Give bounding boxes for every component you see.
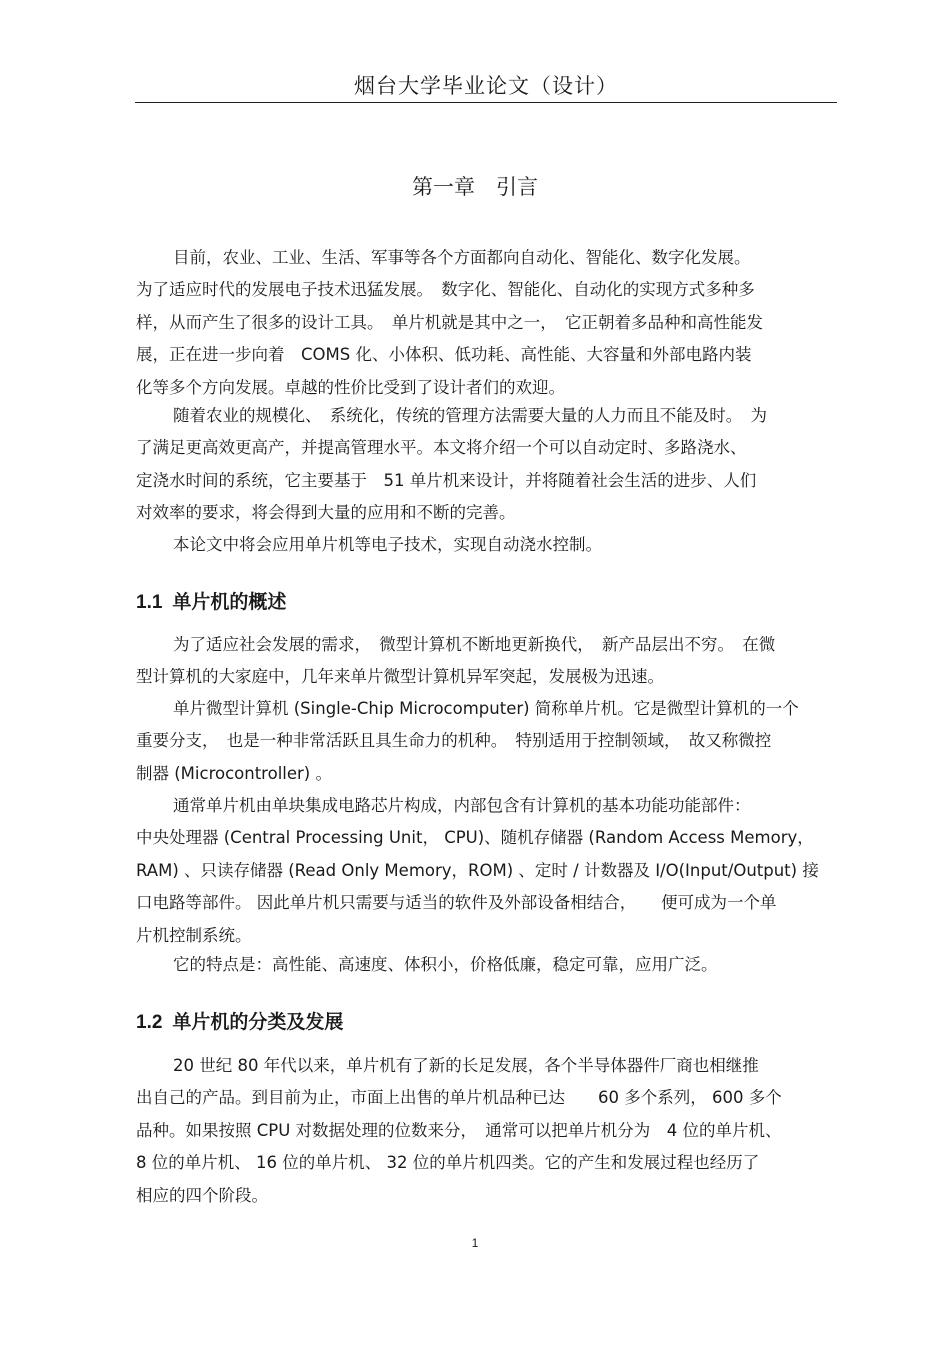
- text-line: 制器 (Microcontroller) 。: [136, 763, 332, 783]
- section-title: 单片机的概述: [172, 591, 287, 613]
- text-line: 中央处理器 (Central Processing Unit， CPU)、随机存储器 (Random Access Memory，: [136, 828, 814, 848]
- section1-paragraph-3: [136, 790, 836, 952]
- text-line: 出自己的产品。到目前为止，市面上出售的单片机品种已达 60 多个系列， 600 多个: [136, 1088, 782, 1108]
- text-line: 口电路等部件。 因此单片机只需要与适当的软件及外部设备相结合， 便可成为一个单: [136, 893, 777, 913]
- section-number: 1.2: [136, 1012, 163, 1033]
- chapter-title: 第一章 引言: [412, 175, 538, 199]
- text-line: 相应的四个阶段。: [136, 1185, 268, 1205]
- text-line: 目前，农业、工业、生活、军事等各个方面都向自动化、智能化、数字化发展。: [173, 248, 751, 267]
- section2-paragraph-1: [136, 1050, 836, 1212]
- text-line: 本论文中将会应用单片机等电子技术，实现自动浇水控制。: [173, 535, 602, 554]
- intro-paragraph-1: [136, 242, 836, 404]
- text-line: 品种。如果按照 CPU 对数据处理的位数来分， 通常可以把单片机分为 4 位的单片机、: [136, 1120, 782, 1140]
- intro-paragraph-2: [136, 400, 836, 530]
- text-line: 定浇水时间的系统，它主要基于 51 单片机来设计，并将随着社会生活的进步、人们: [136, 470, 757, 490]
- page-header: [135, 72, 837, 103]
- text-line: 8 位的单片机、 16 位的单片机、 32 位的单片机四类。它的产生和发展过程也经历了: [136, 1153, 760, 1173]
- header-title: 烟台大学毕业论文（设计）: [354, 74, 618, 98]
- section1-paragraph-2: [136, 693, 836, 790]
- text-line: 单片微型计算机 (Single-Chip Microcomputer) 简称单片机。它是微型计算机的一个: [173, 699, 799, 718]
- text-line: 为了适应时代的发展电子技术迅猛发展。 数字化、智能化、自动化的实现方式多种多: [136, 280, 755, 300]
- text-line: 展，正在进一步向着 COMS 化、小体积、低功耗、高性能、大容量和外部电路内装: [136, 345, 752, 365]
- text-line: 片机控制系统。: [136, 925, 252, 945]
- section-title: 单片机的分类及发展: [172, 1011, 344, 1033]
- text-line: RAM) 、只读存储器 (Read Only Memory，ROM) 、定时 / 计数器及 I/O(Input/Output) 接: [136, 860, 819, 880]
- text-line: 重要分支， 也是一种非常活跃且具生命力的机种。 特别适用于控制领域， 故又称微控: [136, 731, 772, 751]
- text-line: 20 世纪 80 年代以来，单片机有了新的长足发展，各个半导体器件厂商也相继推: [173, 1056, 759, 1075]
- text-line: 通常单片机由单块集成电路芯片构成，内部包含有计算机的基本功能功能部件：: [173, 796, 751, 815]
- section1-paragraph-1: [136, 629, 836, 694]
- text-line: 了满足更高效更高产，并提高管理水平。本文将介绍一个可以自动定时、多路浇水、: [136, 438, 747, 458]
- section1-paragraph-4: [136, 949, 836, 981]
- section-number: 1.1: [136, 592, 163, 613]
- section-heading-1-2: [136, 1007, 343, 1038]
- text-line: 为了适应社会发展的需求， 微型计算机不断地更新换代， 新产品层出不穷。 在微: [173, 635, 776, 654]
- section-heading-1-1: [136, 587, 286, 618]
- text-line: 型计算机的大家庭中，几年来单片微型计算机异军突起，发展极为迅速。: [136, 667, 664, 687]
- text-line: 它的特点是：高性能、高速度、体积小，价格低廉，稳定可靠，应用广泛。: [173, 955, 718, 974]
- text-line: 对效率的要求，将会得到大量的应用和不断的完善。: [136, 503, 516, 523]
- text-line: 随着农业的规模化、 系统化，传统的管理方法需要大量的人力而且不能及时。 为: [173, 406, 767, 425]
- text-line: 化等多个方向发展。卓越的性价比受到了设计者们的欢迎。: [136, 377, 565, 397]
- text-line: 样，从而产生了很多的设计工具。 单片机就是其中之一， 它正朝着多品种和高性能发: [136, 312, 763, 332]
- page-number: 1: [471, 1236, 479, 1250]
- intro-paragraph-3: [136, 529, 836, 561]
